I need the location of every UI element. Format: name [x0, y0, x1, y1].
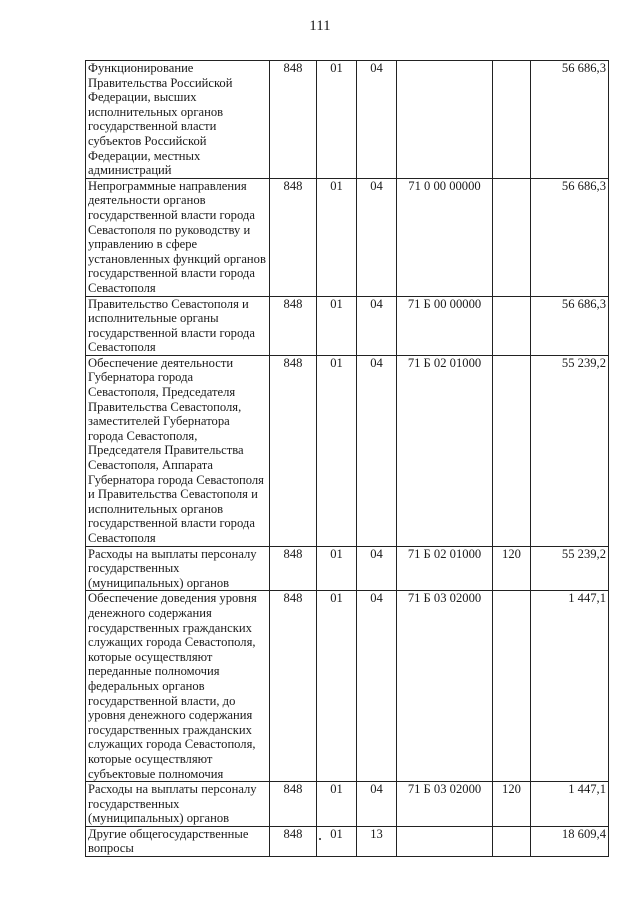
row-section: 01: [317, 591, 357, 782]
row-expense-type: 120: [493, 782, 531, 827]
row-target-article: 71 Б 03 02000: [397, 782, 493, 827]
row-sum: 56 686,3: [531, 178, 609, 296]
row-target-article: 71 Б 00 00000: [397, 296, 493, 355]
row-target-article: 71 Б 03 02000: [397, 591, 493, 782]
row-grbs: 848: [270, 178, 317, 296]
row-grbs: 848: [270, 61, 317, 179]
row-target-article: 71 Б 02 01000: [397, 355, 493, 546]
row-sum: 56 686,3: [531, 296, 609, 355]
row-section: 01: [317, 61, 357, 179]
row-name: Обеспечение деятельности Губернатора города Севастополя, Председателя Правительства Севастополя, заместителей Губернатора города Севастополя, Председателя Правительства Севастополя, Аппарата Губернатора города Севастополя и Правительства Севастополя и исполнительных органов государственной власти города Севастополя: [86, 355, 270, 546]
row-target-article: [397, 826, 493, 856]
row-section: 01: [317, 826, 357, 856]
row-name: Расходы на выплаты персоналу государственных (муниципальных) органов: [86, 782, 270, 827]
row-grbs: 848: [270, 546, 317, 591]
row-sum: 55 239,2: [531, 546, 609, 591]
row-name: Функционирование Правительства Российской Федерации, высших исполнительных органов государственной власти субъектов Российской Федерации, местных администраций: [86, 61, 270, 179]
row-subsection: 04: [357, 178, 397, 296]
table-row: [86, 355, 609, 546]
row-target-article: 71 0 00 00000: [397, 178, 493, 296]
row-name: Расходы на выплаты персоналу государственных (муниципальных) органов: [86, 546, 270, 591]
table-row: [86, 591, 609, 782]
row-sum: 18 609,4: [531, 826, 609, 856]
row-grbs: 848: [270, 591, 317, 782]
table-row: [86, 178, 609, 296]
row-subsection: 04: [357, 782, 397, 827]
scan-speck: [319, 838, 321, 840]
row-section: 01: [317, 178, 357, 296]
row-subsection: 04: [357, 296, 397, 355]
row-name: Другие общегосударственные вопросы: [86, 826, 270, 856]
row-target-article: [397, 61, 493, 179]
row-name: Обеспечение доведения уровня денежного содержания государственных гражданских служащих города Севастополя, которые осуществляют переданные полномочия федеральных органов государственной власти, до уровня денежного содержания государственных гражданских служащих города Севастополя, которые осуществляют субъектовые полномочия: [86, 591, 270, 782]
row-expense-type: [493, 296, 531, 355]
row-subsection: 04: [357, 355, 397, 546]
table-row: [86, 296, 609, 355]
row-section: 01: [317, 296, 357, 355]
table-row: [86, 61, 609, 179]
row-section: 01: [317, 546, 357, 591]
row-sum: 1 447,1: [531, 591, 609, 782]
row-sum: 55 239,2: [531, 355, 609, 546]
row-section: 01: [317, 355, 357, 546]
row-expense-type: [493, 178, 531, 296]
row-section: 01: [317, 782, 357, 827]
row-expense-type: [493, 355, 531, 546]
row-subsection: 13: [357, 826, 397, 856]
row-sum: 1 447,1: [531, 782, 609, 827]
table-row: [86, 826, 609, 856]
row-name: Непрограммные направления деятельности органов государственной власти города Севастополя по руководству и управлению в сфере установленных функций органов государственной власти города Севастополя: [86, 178, 270, 296]
row-grbs: 848: [270, 355, 317, 546]
row-subsection: 04: [357, 591, 397, 782]
row-target-article: 71 Б 02 01000: [397, 546, 493, 591]
row-expense-type: [493, 826, 531, 856]
row-subsection: 04: [357, 546, 397, 591]
page-number: 111: [309, 18, 331, 34]
budget-table: [85, 60, 609, 857]
row-expense-type: [493, 61, 531, 179]
row-grbs: 848: [270, 296, 317, 355]
table-row: [86, 546, 609, 591]
table-row: [86, 782, 609, 827]
row-grbs: 848: [270, 826, 317, 856]
row-grbs: 848: [270, 782, 317, 827]
row-expense-type: 120: [493, 546, 531, 591]
row-subsection: 04: [357, 61, 397, 179]
budget-table-body: [86, 61, 609, 857]
row-sum: 56 686,3: [531, 61, 609, 179]
row-name: Правительство Севастополя и исполнительные органы государственной власти города Севастополя: [86, 296, 270, 355]
row-expense-type: [493, 591, 531, 782]
